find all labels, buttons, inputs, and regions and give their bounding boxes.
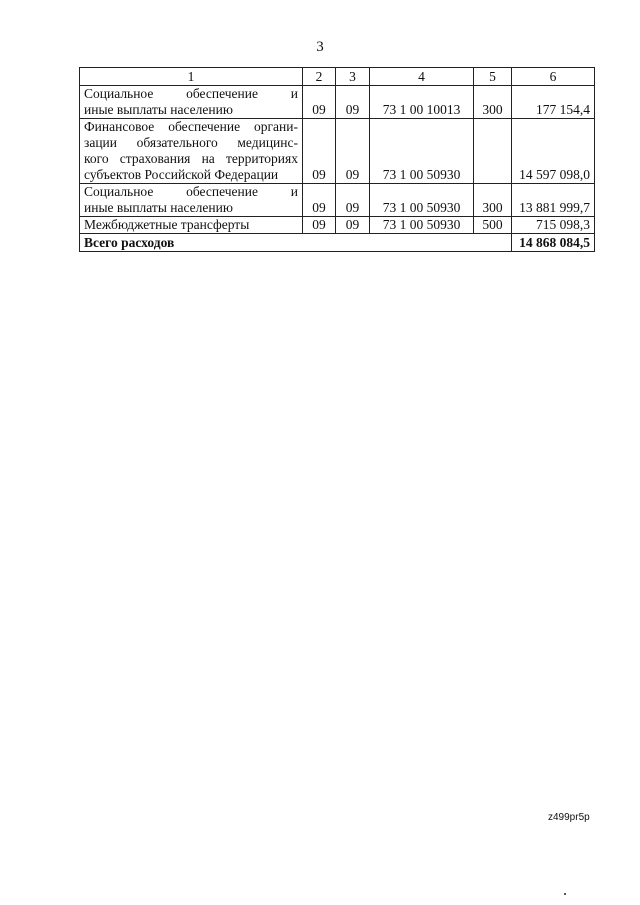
subsection-code-cell: 09 — [336, 184, 370, 217]
subsection-code-cell: 09 — [336, 217, 370, 234]
target-article-cell: 73 1 00 50930 — [370, 217, 474, 234]
row-name-line: Социальное обеспечение и — [84, 184, 298, 199]
amount-cell: 715 098,3 — [512, 217, 595, 234]
expense-type-cell: 300 — [474, 184, 512, 217]
header-cell: 4 — [370, 68, 474, 86]
total-amount: 14 868 084,5 — [512, 234, 595, 252]
total-row — [80, 234, 595, 252]
row-name-line: иные выплаты населению — [84, 200, 233, 215]
expense-type-cell — [474, 119, 512, 184]
scan-dot-mark — [564, 893, 566, 895]
table-row — [80, 86, 595, 119]
target-article-cell: 73 1 00 50930 — [370, 119, 474, 184]
header-cell: 3 — [336, 68, 370, 86]
amount-cell: 177 154,4 — [512, 86, 595, 119]
expense-type-cell: 300 — [474, 86, 512, 119]
section-code-cell: 09 — [303, 184, 336, 217]
amount-cell: 13 881 999,7 — [512, 184, 595, 217]
row-name-line: кого страхования на территориях — [84, 151, 298, 166]
total-label: Всего расходов — [80, 234, 512, 252]
page-number: 3 — [316, 39, 324, 55]
amount-cell: 14 597 098,0 — [512, 119, 595, 184]
section-code-cell: 09 — [303, 217, 336, 234]
row-name-cell — [80, 119, 303, 184]
subsection-code-cell: 09 — [336, 86, 370, 119]
row-name-cell — [80, 217, 303, 234]
section-code-cell: 09 — [303, 86, 336, 119]
expenditure-table — [79, 67, 595, 252]
row-name-line: Межбюджетные трансферты — [84, 217, 250, 232]
header-cell: 1 — [80, 68, 303, 86]
table-row — [80, 217, 595, 234]
row-name-line: субъектов Российской Федерации — [84, 167, 279, 182]
row-name-cell — [80, 86, 303, 119]
document-code: z499pr5p — [548, 812, 590, 823]
table-header-row — [80, 68, 595, 86]
expense-type-cell: 500 — [474, 217, 512, 234]
row-name-line: иные выплаты населению — [84, 102, 233, 117]
target-article-cell: 73 1 00 10013 — [370, 86, 474, 119]
section-code-cell: 09 — [303, 119, 336, 184]
table-row — [80, 184, 595, 217]
header-cell: 6 — [512, 68, 595, 86]
header-cell: 2 — [303, 68, 336, 86]
row-name-cell — [80, 184, 303, 217]
table-row — [80, 119, 595, 184]
subsection-code-cell: 09 — [336, 119, 370, 184]
header-cell: 5 — [474, 68, 512, 86]
row-name-line: Социальное обеспечение и — [84, 86, 298, 101]
row-name-line: зации обязательного медицинс- — [84, 135, 298, 150]
row-name-line: Финансовое обеспечение органи- — [84, 119, 298, 134]
target-article-cell: 73 1 00 50930 — [370, 184, 474, 217]
